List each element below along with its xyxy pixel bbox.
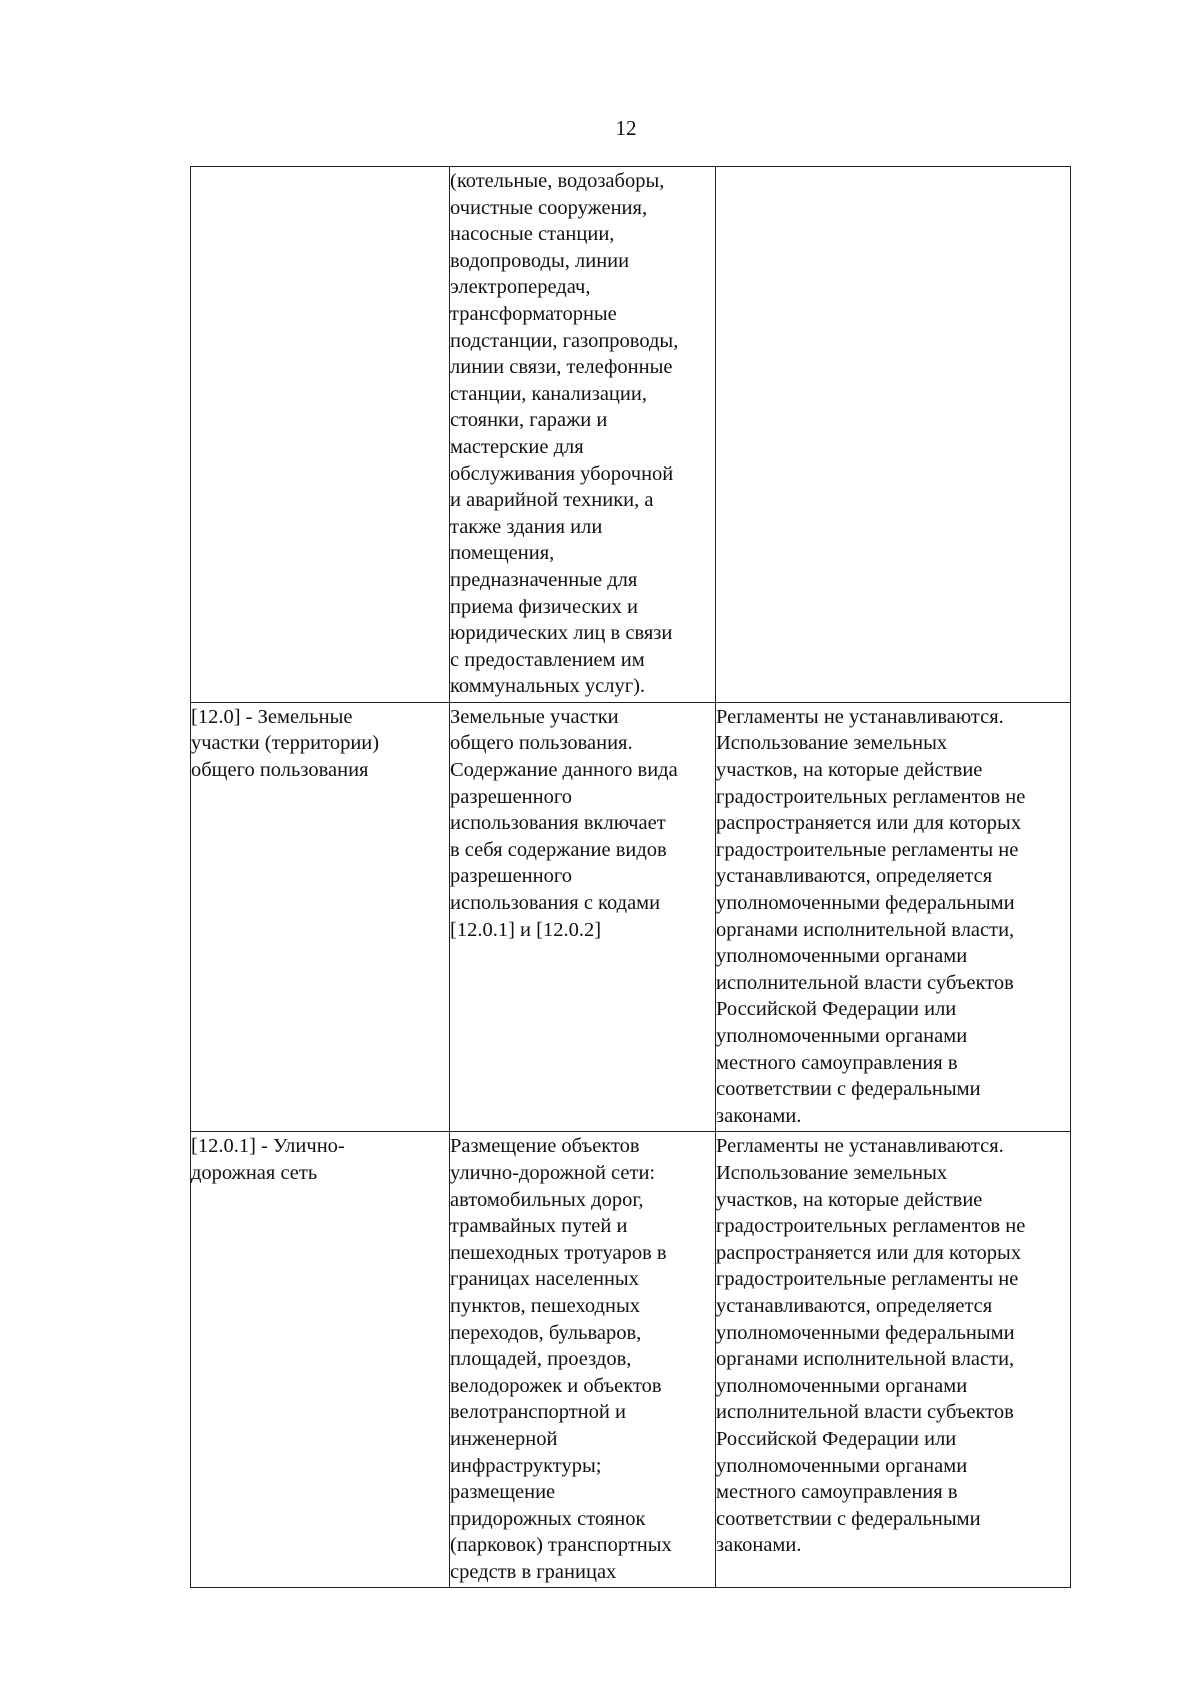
regulation-cell: Регламенты не устанавливаются. Использование земельных участков, на которые действие градостроительных регламентов не распространяется или для которых градостроительные регламенты не устанавливаются, определяется уполномоченными федеральными органами исполнительной власти, уполномоченными органами исполнительной власти субъектов Российской Федерации или уполномоченными органами местного самоуправления в соответствии с федеральными законами. <box>716 1132 1071 1588</box>
land-use-description-cell: (котельные, водозаборы, очистные сооружения, насосные станции, водопроводы, линии электропередач, трансформаторные подстанции, газопроводы, линии связи, телефонные станции, канализации, стоянки, гаражи и мастерские для обслуживания уборочной и аварийной техники, а также здания или помещения, предназначенные для приема физических и юридических лиц в связи с предоставлением им коммунальных услуг). <box>450 167 716 703</box>
land-use-code-cell: [12.0.1] - Улично- дорожная сеть <box>191 1132 450 1588</box>
land-use-code-cell: [12.0] - Земельные участки (территории) общего пользования <box>191 702 450 1132</box>
table-row <box>191 1132 1071 1588</box>
land-use-code-cell <box>191 167 450 703</box>
table-row <box>191 167 1071 703</box>
table-row <box>191 702 1071 1132</box>
regulation-cell <box>716 167 1071 703</box>
land-use-description-cell: Земельные участки общего пользования. Содержание данного вида разрешенного использования включает в себя содержание видов разрешенного использования с кодами [12.0.1] и [12.0.2] <box>450 702 716 1132</box>
land-use-table <box>190 166 1071 1588</box>
land-use-description-cell: Размещение объектов улично-дорожной сети: автомобильных дорог, трамвайных путей и пешеходных тротуаров в границах населенных пунктов, пешеходных переходов, бульваров, площадей, проездов, велодорожек и объектов велотранспортной и инженерной инфраструктуры; размещение придорожных стоянок (парковок) транспортных средств в границах <box>450 1132 716 1588</box>
page-number: 12 <box>615 116 637 140</box>
regulation-cell: Регламенты не устанавливаются. Использование земельных участков, на которые действие градостроительных регламентов не распространяется или для которых градостроительные регламенты не устанавливаются, определяется уполномоченными федеральными органами исполнительной власти, уполномоченными органами исполнительной власти субъектов Российской Федерации или уполномоченными органами местного самоуправления в соответствии с федеральными законами. <box>716 702 1071 1132</box>
